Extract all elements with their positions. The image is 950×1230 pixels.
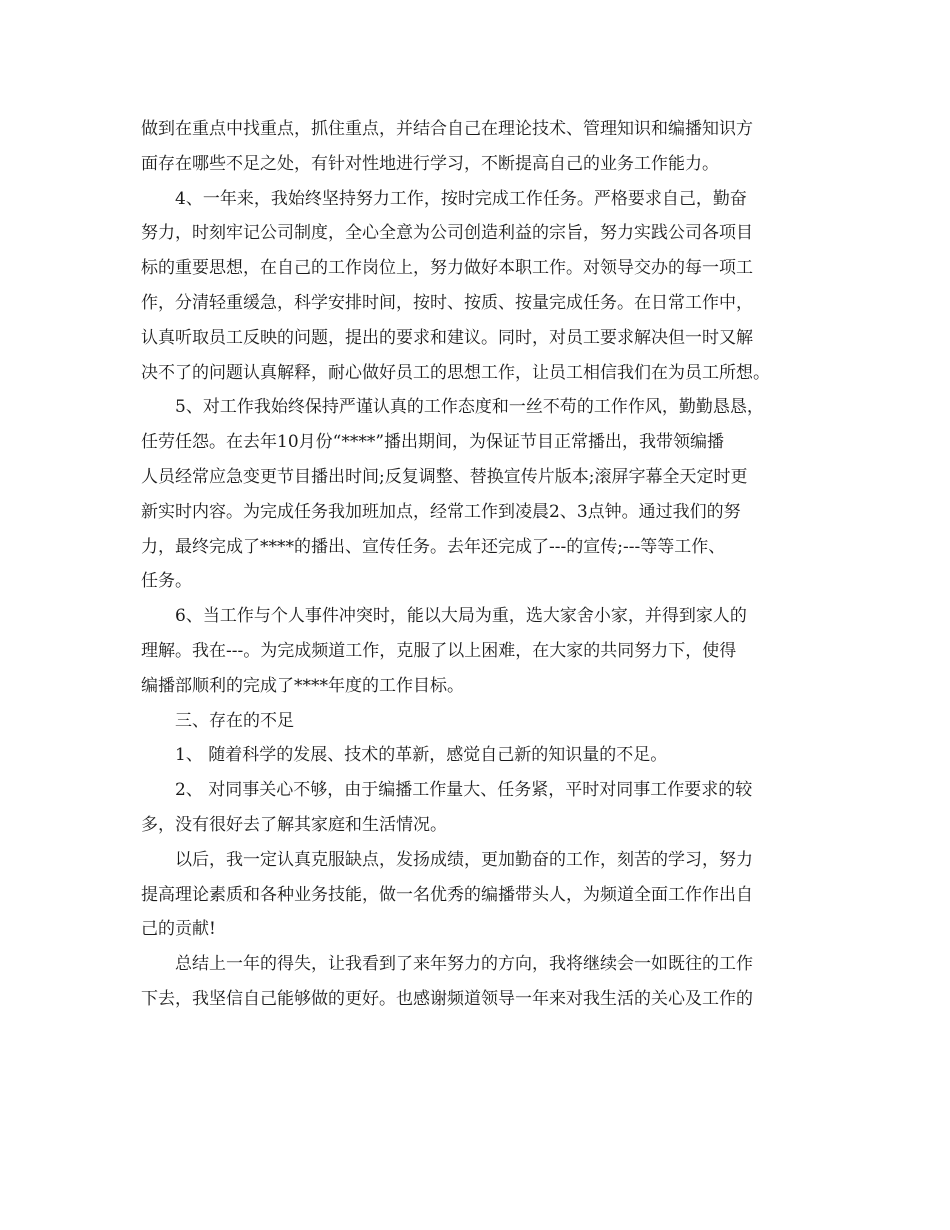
text-line: 4、一年来，我始终坚持努力工作，按时完成工作任务。严格要求自己，勤奋 [175,188,747,209]
text-line: 己的贡献! [141,919,216,940]
text-line: 以后，我一定认真克服缺点，发扬成绩，更加勤奋的工作，刻苦的学习，努力 [175,849,753,870]
text-line: 三、存在的不足 [175,710,294,731]
text-line: 决不了的问题认真解释，耐心做好员工的思想工作，让员工相信我们在为员工所想。 [141,362,770,383]
text-line: 努力，时刻牢记公司制度，全心全意为公司创造利益的宗旨，努力实践公司各项目 [141,223,753,244]
text-line: 作，分清轻重缓急，科学安排时间，按时、按质、按量完成任务。在日常工作中， [141,292,753,313]
text-line: 2、 对同事关心不够，由于编播工作量大、任务紧，平时对同事工作要求的较 [175,780,753,801]
text-line: 任劳任怨。在去年10月份“****”播出期间，为保证节目正常播出，我带领编播 [141,432,725,453]
text-line: 编播部顺利的完成了****年度的工作目标。 [141,675,464,696]
text-line: 人员经常应急变更节目播出时间;反复调整、替换宣传片版本;滚屏字幕全天定时更 [141,466,748,487]
text-line: 6、当工作与个人事件冲突时，能以大局为重，选大家舍小家，并得到家人的 [175,606,747,627]
text-line: 提高理论素质和各种业务技能，做一名优秀的编播带头人，为频道全面工作作出自 [141,884,753,905]
text-line: 5、对工作我始终保持严谨认真的工作态度和一丝不苟的工作作风，勤勤恳恳， [175,397,764,418]
text-line: 总结上一年的得失，让我看到了来年努力的方向，我将继续会一如既往的工作 [175,954,753,975]
document-body [141,112,813,1017]
text-line: 1、 随着科学的发展、技术的革新，感觉自己新的知识量的不足。 [175,745,668,766]
text-line: 新实时内容。为完成任务我加班加点，经常工作到凌晨2、3点钟。通过我们的努 [141,501,741,522]
text-line: 做到在重点中找重点，抓住重点，并结合自己在理论技术、管理知识和编播知识方 [141,119,753,139]
text-line: 下去，我坚信自己能够做的更好。也感谢频道领导一年来对我生活的关心及工作的 [141,988,753,1009]
text-line: 认真听取员工反映的问题，提出的要求和建议。同时，对员工要求解决但一时又解 [141,327,753,348]
text-line: 任务。 [141,571,192,592]
text-line: 理解。我在---。为完成频道工作，克服了以上困难，在大家的共同努力下，使得 [141,640,737,661]
text-line: 面存在哪些不足之处，有针对性地进行学习，不断提高自己的业务工作能力。 [141,153,719,174]
text-line: 力，最终完成了****的播出、宣传任务。去年还完成了---的宣传;---等等工作、 [141,536,726,557]
text-line: 标的重要思想，在自己的工作岗位上，努力做好本职工作。对领导交办的每一项工 [141,258,753,279]
text-line: 多，没有很好去了解其家庭和生活情况。 [141,814,447,835]
